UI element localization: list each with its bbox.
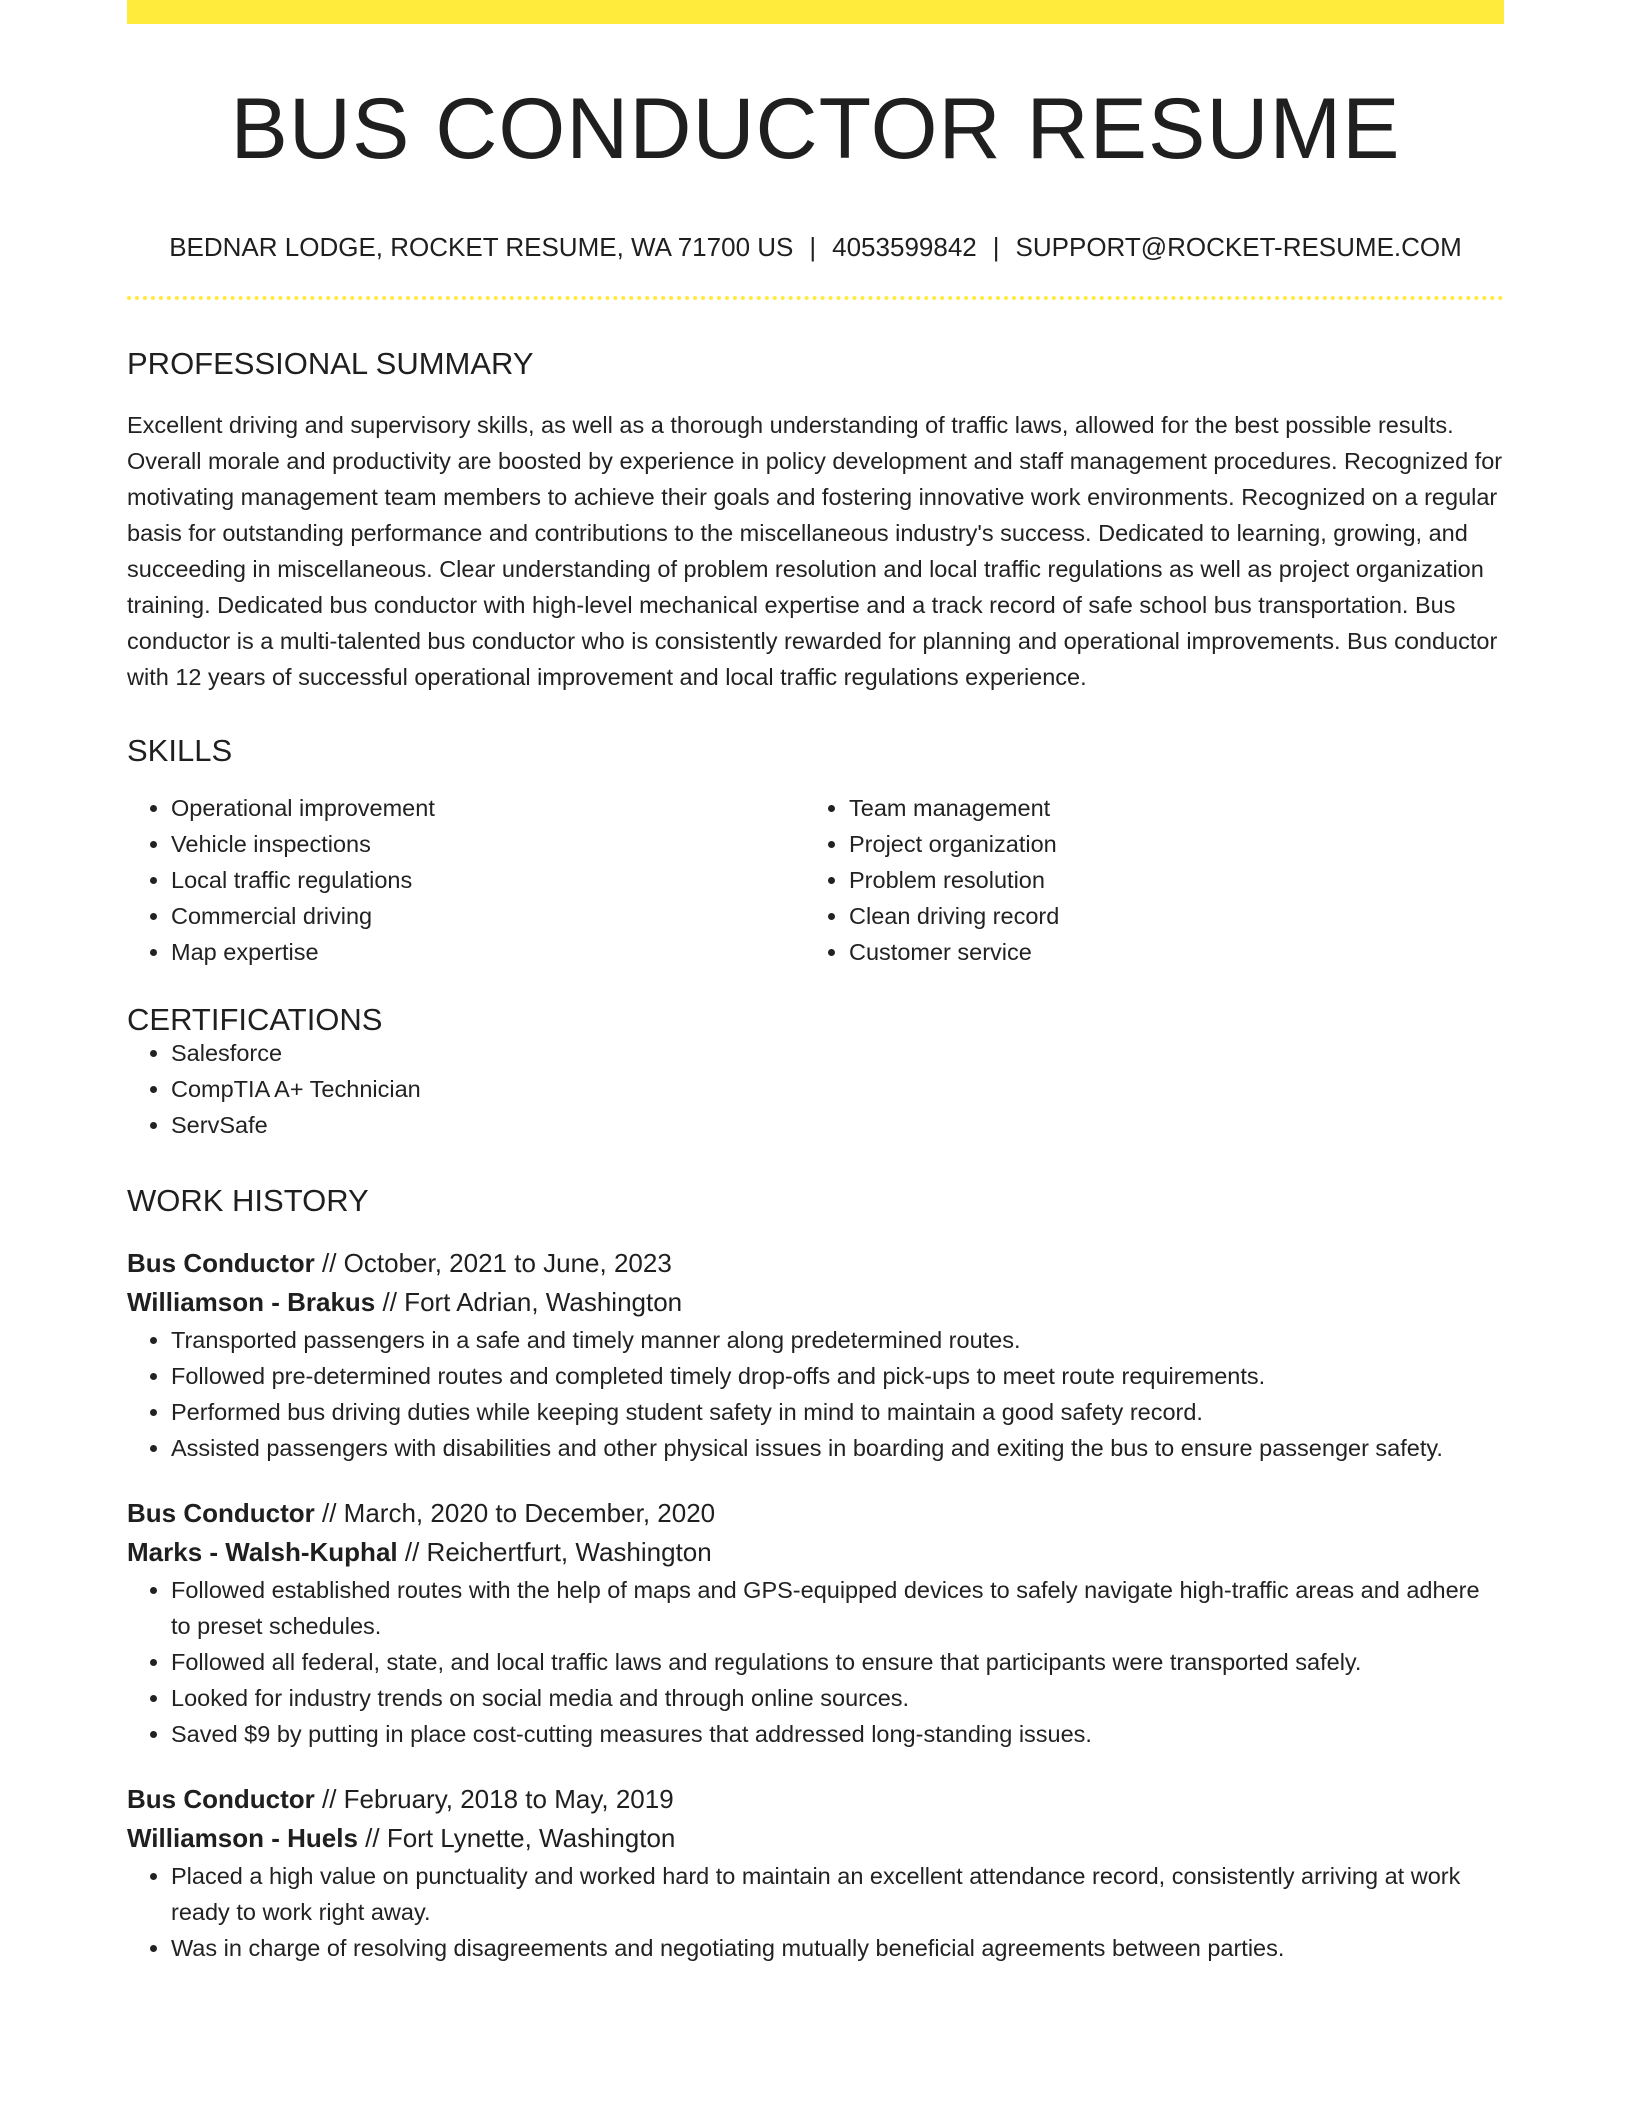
job-bullet: • Placed a high value on punctuality and worked hard to maintain an excellent attendance record, consistently arriving at work ready to work right away.: [171, 1858, 1504, 1930]
summary-heading: PROFESSIONAL SUMMARY: [127, 346, 534, 381]
job-company: Marks - Walsh-Kuphal: [127, 1537, 398, 1567]
job-title: Bus Conductor: [127, 1498, 315, 1528]
job-bullet: • Saved $9 by putting in place cost-cutting measures that addressed long-standing issues.: [171, 1716, 1504, 1752]
skills-list: [127, 790, 1504, 970]
skills-column-left: [127, 790, 805, 970]
certification-item: • CompTIA A+ Technician: [171, 1071, 1504, 1107]
job-dates: // March, 2020 to December, 2020: [322, 1498, 716, 1528]
job-title: Bus Conductor: [127, 1784, 315, 1814]
job-company: Williamson - Brakus: [127, 1287, 376, 1317]
job-company: Williamson - Huels: [127, 1823, 358, 1853]
skill-item: • Problem resolution: [849, 862, 1483, 898]
job-entry: [127, 1780, 1504, 1966]
skill-item: • Team management: [849, 790, 1483, 826]
job-location: // Fort Lynette, Washington: [365, 1823, 676, 1853]
certification-item: • ServSafe: [171, 1107, 1504, 1143]
job-dates: // February, 2018 to May, 2019: [322, 1784, 674, 1814]
job-bullet: • Followed all federal, state, and local traffic laws and regulations to ensure that participants were transported safely.: [171, 1644, 1504, 1680]
job-bullet: • Followed established routes with the help of maps and GPS-equipped devices to safely navigate high-traffic areas and adhere to preset schedules.: [171, 1572, 1504, 1644]
job-entry: [127, 1494, 1504, 1752]
job-company-line: [127, 1283, 1504, 1322]
contact-phone: 4053599842: [832, 232, 977, 262]
job-location: // Fort Adrian, Washington: [382, 1287, 683, 1317]
job-bullets: [127, 1322, 1504, 1466]
job-bullet: • Assisted passengers with disabilities and other physical issues in boarding and exiting the bus to ensure passenger safety.: [171, 1430, 1504, 1466]
job-title: Bus Conductor: [127, 1248, 315, 1278]
skills-heading: SKILLS: [127, 733, 233, 768]
skill-item: • Operational improvement: [171, 790, 805, 826]
resume-page: [127, 0, 1504, 1966]
certifications-heading: CERTIFICATIONS: [127, 1002, 383, 1037]
contact-email: SUPPORT@ROCKET-RESUME.COM: [1015, 232, 1462, 262]
job-location: // Reichertfurt, Washington: [404, 1537, 712, 1567]
skill-item: • Local traffic regulations: [171, 862, 805, 898]
job-title-line: [127, 1780, 1504, 1819]
job-dates: // October, 2021 to June, 2023: [322, 1248, 672, 1278]
contact-address: BEDNAR LODGE, ROCKET RESUME, WA 71700 US: [169, 232, 794, 262]
dotted-divider: [127, 296, 1504, 300]
skill-item: • Project organization: [849, 826, 1483, 862]
contact-separator: |: [992, 232, 1000, 262]
job-entry: [127, 1244, 1504, 1466]
skill-item: • Commercial driving: [171, 898, 805, 934]
job-bullet: • Looked for industry trends on social media and through online sources.: [171, 1680, 1504, 1716]
certifications-list: [127, 1035, 1504, 1143]
resume-title: BUS CONDUCTOR RESUME: [230, 81, 1401, 177]
job-company-line: [127, 1819, 1504, 1858]
work-history-heading: WORK HISTORY: [127, 1183, 369, 1218]
skill-item: • Vehicle inspections: [171, 826, 805, 862]
job-bullet: • Followed pre-determined routes and completed timely drop-offs and pick-ups to meet route requirements.: [171, 1358, 1504, 1394]
job-bullets: [127, 1858, 1504, 1966]
skill-item: • Customer service: [849, 934, 1483, 970]
summary-text: Excellent driving and supervisory skills, as well as a thorough understanding of traffic laws, allowed for the best possible results. Overall morale and productivity are boosted by experience in policy development and staff management procedures. Recognized for motivating management team members to achieve their goals and fostering innovative work environments. Recognized on a regular basis for outstanding performance and contributions to the miscellaneous industry's success. Dedicated to learning, growing, and succeeding in miscellaneous. Clear understanding of problem resolution and local traffic regulations as well as project organization training. Dedicated bus conductor with high-level mechanical expertise and a track record of safe school bus transportation. Bus conductor is a multi-talented bus conductor who is consistently rewarded for planning and operational improvements. Bus conductor with 12 years of successful operational improvement and local traffic regulations experience.: [127, 412, 1503, 690]
skill-item: • Clean driving record: [849, 898, 1483, 934]
job-title-line: [127, 1494, 1504, 1533]
job-bullet: • Transported passengers in a safe and timely manner along predetermined routes.: [171, 1322, 1504, 1358]
top-accent-bar: [127, 0, 1504, 24]
contact-separator: |: [809, 232, 817, 262]
skill-item: • Map expertise: [171, 934, 805, 970]
job-title-line: [127, 1244, 1504, 1283]
job-bullets: [127, 1572, 1504, 1752]
job-bullet: • Performed bus driving duties while keeping student safety in mind to maintain a good safety record.: [171, 1394, 1504, 1430]
skills-column-right: [805, 790, 1483, 970]
job-company-line: [127, 1533, 1504, 1572]
job-bullet: • Was in charge of resolving disagreements and negotiating mutually beneficial agreements between parties.: [171, 1930, 1504, 1966]
certification-item: • Salesforce: [171, 1035, 1504, 1071]
contact-line: [127, 234, 1504, 260]
